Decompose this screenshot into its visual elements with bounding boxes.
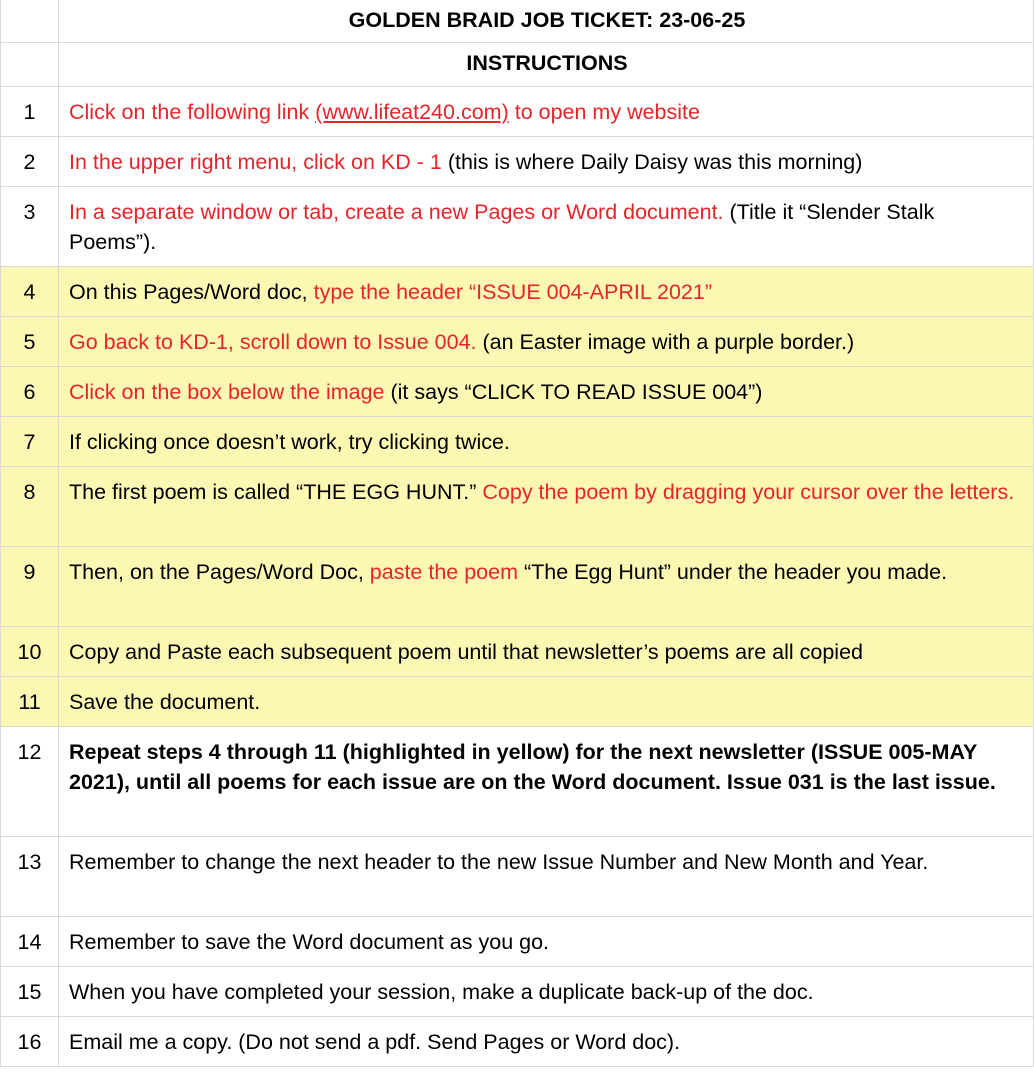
step-instruction [59,836,1034,916]
instruction-row [1,546,1034,626]
instruction-row [1,836,1034,916]
step-instruction [59,136,1034,186]
step-number: 14 [1,916,59,966]
step-instruction [59,366,1034,416]
step-instruction [59,1016,1034,1066]
instruction-row [1,676,1034,726]
step-number: 5 [1,316,59,366]
step-number: 6 [1,366,59,416]
title-row-number-cell [1,0,59,42]
step-number: 12 [1,726,59,836]
subtitle-row-number-cell [1,42,59,86]
step-number: 4 [1,266,59,316]
step-number: 2 [1,136,59,186]
instruction-text: When you have completed your session, make a duplicate back-up of the doc. [69,979,814,1004]
instruction-row [1,186,1034,266]
instruction-text: The first poem is called “THE EGG HUNT.” [69,479,483,504]
instruction-row [1,86,1034,136]
instruction-text: If clicking once doesn’t work, try clicking twice. [69,429,510,454]
instruction-row [1,916,1034,966]
instruction-text: Copy the poem by dragging your cursor over the letters. [482,479,1015,504]
instruction-row [1,266,1034,316]
instruction-text: (this is where Daily Daisy was this morning) [441,149,863,174]
instruction-text: “The Egg Hunt” under the header you made. [518,559,948,584]
instruction-text: paste the poem [369,559,518,584]
instruction-text: Then, on the Pages/Word Doc, [69,559,370,584]
instruction-row [1,1016,1034,1066]
step-instruction [59,676,1034,726]
instruction-row [1,136,1034,186]
instruction-text: On this Pages/Word doc, [69,279,314,304]
instruction-row [1,316,1034,366]
step-instruction [59,416,1034,466]
instruction-text: Click on the box below the image [69,379,385,404]
step-instruction [59,316,1034,366]
instruction-text: (it says “CLICK TO READ ISSUE 004”) [384,379,763,404]
instruction-text: (Title it “Slender Stalk Poems”). [69,199,935,254]
step-number: 7 [1,416,59,466]
step-instruction [59,916,1034,966]
website-link[interactable]: (www.lifeat240.com) [315,99,509,124]
instruction-text: In the upper right menu, click on KD - 1 [69,149,442,174]
instruction-text: to open my website [508,99,700,124]
instruction-text: Remember to change the next header to the new Issue Number and New Month and Year. [69,849,929,874]
step-number: 11 [1,676,59,726]
step-instruction [59,626,1034,676]
step-number: 3 [1,186,59,266]
step-instruction [59,546,1034,626]
instruction-text: Email me a copy. (Do not send a pdf. Send Pages or Word doc). [69,1029,681,1054]
step-instruction [59,466,1034,546]
instruction-row [1,366,1034,416]
instruction-text: Save the document. [69,689,261,714]
step-number: 10 [1,626,59,676]
instruction-text: In a separate window or tab, create a new Pages or Word document. [69,199,724,224]
instruction-text: Remember to save the Word document as you go. [69,929,550,954]
instruction-text: Copy and Paste each subsequent poem until that newsletter’s poems are all copied [69,639,863,664]
instruction-text: type the header “ISSUE 004-APRIL 2021” [313,279,712,304]
step-instruction [59,186,1034,266]
step-instruction [59,86,1034,136]
subtitle-row [1,42,1034,86]
step-instruction [59,966,1034,1016]
instruction-row [1,416,1034,466]
step-instruction [59,266,1034,316]
instruction-text: Repeat steps 4 through 11 (highlighted in yellow) for the next newsletter (ISSUE 005-MAY 2021), until all poems for each issue are on the Word document. Issue 031 is the last issue. [69,739,996,794]
instruction-row [1,466,1034,546]
instruction-text: Go back to KD-1, scroll down to Issue 004. [69,329,477,354]
instruction-text: Click on the following link [69,99,316,124]
step-number: 9 [1,546,59,626]
step-number: 15 [1,966,59,1016]
step-number: 13 [1,836,59,916]
instructions-heading: INSTRUCTIONS [59,42,1034,86]
instruction-text: (an Easter image with a purple border.) [476,329,855,354]
ticket-body [1,0,1034,1066]
page-title: GOLDEN BRAID JOB TICKET: 23-06-25 [59,0,1034,42]
instruction-row [1,966,1034,1016]
step-number: 1 [1,86,59,136]
step-number: 16 [1,1016,59,1066]
step-number: 8 [1,466,59,546]
step-instruction [59,726,1034,836]
instruction-row [1,726,1034,836]
instruction-row [1,626,1034,676]
title-row [1,0,1034,42]
